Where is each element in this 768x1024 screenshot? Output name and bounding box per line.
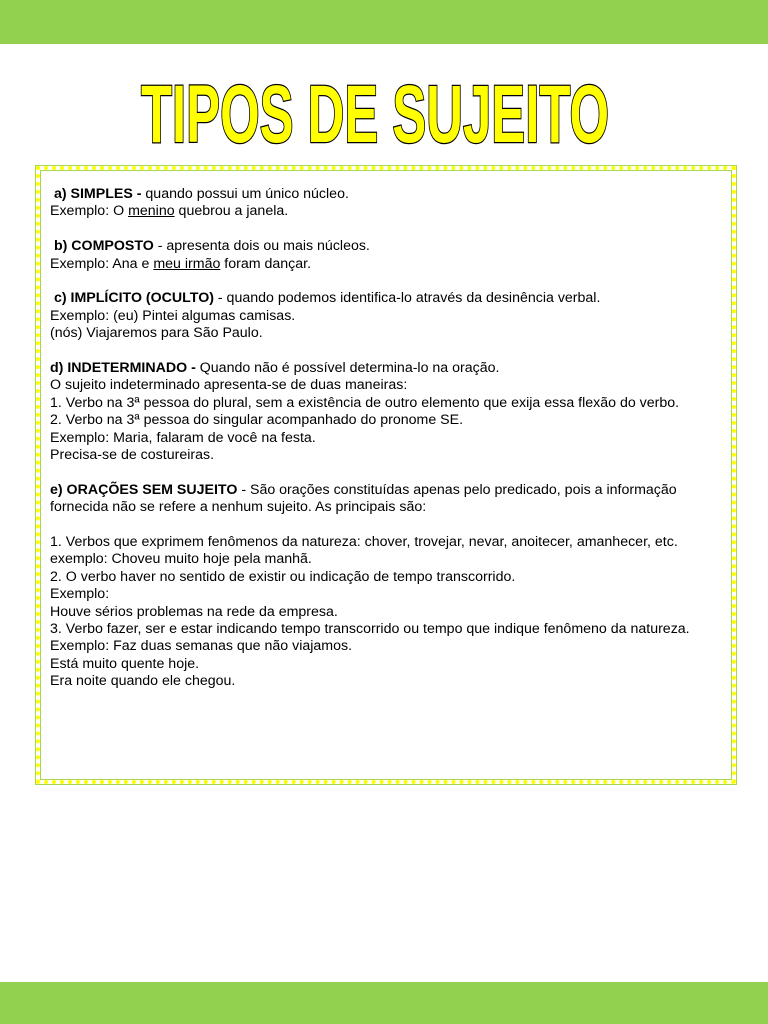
page-title-text: TIPOS DE SUJEITO — [141, 74, 609, 154]
section-composto-desc: - apresenta dois ou mais núcleos. — [153, 238, 370, 255]
text-line: Exemplo: — [50, 586, 110, 603]
example-suffix: quebrou a janela. — [174, 203, 289, 220]
example-prefix: Exemplo: Ana e — [50, 255, 154, 272]
text-line: Houve sérios problemas na rede da empresa. — [50, 603, 338, 620]
text-line: Precisa-se de costureiras. — [50, 447, 215, 464]
underlined-subject: meu irmão — [153, 255, 221, 272]
text-line: Exemplo: Faz duas semanas que não viajamos. — [50, 638, 353, 655]
section-oracoes-desc: - São orações constituídas apenas pelo predicado, pois a informação fornecida não se refere a nenhum sujeito. As principais são: — [50, 481, 677, 516]
content-body — [50, 186, 726, 708]
section-simples-label: a) SIMPLES - — [53, 186, 142, 202]
section-implicito-label: c) IMPLÍCITO (OCULTO) — [53, 290, 214, 307]
section-implicito — [50, 290, 726, 342]
underlined-subject: menino — [128, 203, 175, 220]
section-oracoes-label: e) ORAÇÕES SEM SUJEITO — [50, 481, 238, 498]
section-oracoes-list — [50, 534, 726, 691]
section-oracoes-sem-sujeito — [50, 482, 726, 517]
section-oracoes-heading — [50, 482, 726, 517]
section-indeterminado — [50, 360, 726, 464]
page-title — [0, 74, 768, 154]
section-implicito-heading — [50, 290, 726, 307]
text-line: Exemplo: (eu) Pintei algumas camisas. — [50, 307, 296, 324]
example-suffix: foram dançar. — [220, 255, 312, 272]
text-line: O sujeito indeterminado apresenta-se de duas maneiras: — [50, 377, 408, 394]
bottom-green-band — [0, 982, 768, 1024]
content-frame — [36, 166, 736, 784]
section-indeterminado-heading — [50, 360, 726, 377]
example-prefix: Exemplo: O — [50, 203, 129, 220]
text-line: 3. Verbo fazer, ser e estar indicando tempo transcorrido ou tempo que indique fenômeno da natureza. — [50, 621, 690, 638]
section-indeterminado-desc: Quando não é possível determina-lo na oração. — [195, 360, 500, 377]
section-simples-desc: quando possui um único núcleo. — [141, 186, 349, 202]
section-indeterminado-label: d) INDETERMINADO - — [50, 360, 196, 377]
text-line: exemplo: Choveu muito hoje pela manhã. — [50, 551, 312, 568]
section-composto-example — [50, 256, 726, 273]
top-green-band — [0, 0, 768, 44]
text-line: 2. O verbo haver no sentido de existir ou indicação de tempo transcorrido. — [50, 568, 516, 585]
section-composto-heading — [50, 238, 726, 255]
section-simples-heading — [50, 186, 726, 203]
text-line: 1. Verbos que exprimem fenômenos da natureza: chover, trovejar, nevar, anoitecer, amanhecer, etc. — [50, 534, 678, 551]
section-composto-label: b) COMPOSTO — [53, 238, 154, 255]
section-simples-example — [50, 203, 726, 220]
text-line: Está muito quente hoje. — [50, 655, 200, 672]
section-simples — [50, 186, 726, 221]
text-line: 1. Verbo na 3ª pessoa do plural, sem a existência de outro elemento que exija essa flexão do verbo. — [50, 394, 680, 411]
text-line: (nós) Viajaremos para São Paulo. — [50, 325, 263, 342]
section-composto — [50, 238, 726, 273]
text-line: Era noite quando ele chegou. — [50, 673, 236, 690]
text-line: 2. Verbo na 3ª pessoa do singular acompanhado do pronome SE. — [50, 412, 464, 429]
text-line: Exemplo: Maria, falaram de você na festa. — [50, 429, 316, 446]
section-implicito-desc: - quando podemos identifica-lo através da desinência verbal. — [213, 290, 601, 307]
